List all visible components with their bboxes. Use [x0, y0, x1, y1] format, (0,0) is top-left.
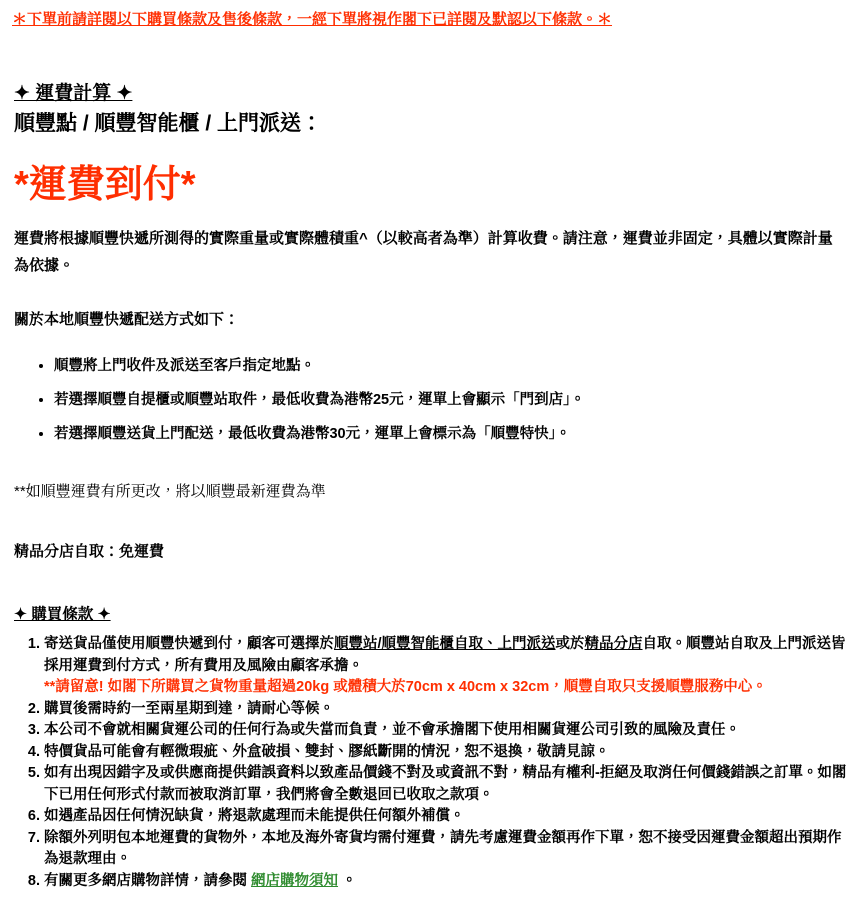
- delivery-methods-title: 關於本地順豐快遞配送方式如下：: [14, 311, 240, 328]
- term-item-3: 3. 本公司不會就相關貨運公司的任何行為或失當而負責，並不會承擔閣下使用相關貨運公司引致的風險及責任。: [44, 720, 847, 742]
- term-1-text: 或於: [555, 636, 585, 652]
- list-item: • 若選擇順豐送貨上門配送，最低收費為港幣30元，運單上會標示為「順豐特快」。: [54, 424, 847, 445]
- term-1-underline-boutique: 精品分店: [584, 636, 643, 652]
- shipping-fee-intro: 運費將根據順豐快遞所測得的實際重量或實際體積重^（以較高者為準）計算收費。請注意，運費並非固定，具體以實際計量為依據。: [14, 230, 833, 274]
- purchase-terms-heading: ✦ 購買條款 ✦: [14, 606, 111, 623]
- term-item-7: 7. 除額外列明包本地運費的貨物外，本地及海外寄貨均需付運費，請先考慮運費金額再作下單，恕不接受因運費金額超出預期作為退款理由。: [44, 828, 847, 871]
- term-item-6: 6. 如遇產品因任何情況缺貨，將退款處理而未能提供任何額外補償。: [44, 806, 847, 828]
- term-1-text: 寄送貨品僅使用順豐快遞到付，顧客可選擇於: [44, 636, 334, 652]
- list-item: • 順豐將上門收件及派送至客戶指定地點。: [54, 356, 847, 377]
- term-1-text: 自取。順豐站自取及上門派送皆採用運費到付方式，所有費用及風險由顧客承擔。: [44, 636, 846, 674]
- term-item-5: 5. 如有出現因錯字及或供應商提供錯誤資料以致產品價錢不對及或資訊不對，精品有權利-拒絕及取消任何價錢錯誤之訂單。如閣下已用任何形式付款而被取消訂單，我們將會全數退回已收取之款項。: [44, 763, 847, 806]
- fee-update-note: **如順豐運費有所更改，將以順豐最新運費為準: [14, 483, 326, 500]
- delivery-methods-list: [12, 356, 847, 445]
- store-pickup-free-note: 精品分店自取：免運費: [14, 543, 165, 560]
- online-shop-notice-link[interactable]: 網店購物須知: [251, 872, 339, 889]
- term-item-4: 4. 特價貨品可能會有輕微瑕疵、外盒破損、雙封、膠紙斷開的情況，恕不退換，敬請見諒。: [44, 742, 847, 764]
- term-item-1: [44, 634, 847, 699]
- weight-size-warning: **請留意! 如閣下所購買之貨物重量超過20kg 或體積大於70cm x 40cm x 32cm，順豐自取只支援順豐服務中心。: [44, 679, 767, 695]
- shipping-calculation-heading: ✦ 運費計算 ✦: [14, 83, 133, 104]
- list-item: • 若選擇順豐自提櫃或順豐站取件，最低收費為港幣25元，運單上會顯示「門到店」。: [54, 390, 847, 411]
- term-item-8: [44, 871, 847, 893]
- top-notice: ＊下單前請詳閱以下購買條款及售後條款，一經下單將視作閣下已詳閱及默認以下條款。＊: [12, 11, 613, 28]
- purchase-terms-list: [12, 634, 847, 892]
- term-item-2: 2. 購買後需時約一至兩星期到達，請耐心等候。: [44, 699, 847, 721]
- freight-collect-highlight: *運費到付*: [14, 164, 196, 206]
- term-1-underline-pickup-options: 順豐站/順豐智能櫃自取、上門派送: [334, 636, 556, 652]
- term-8-text: 。: [338, 872, 357, 889]
- term-8-text: 有關更多網店購物詳情，請參閱: [44, 872, 252, 889]
- delivery-options-subheading: 順豐點 / 順豐智能櫃 / 上門派送：: [14, 112, 323, 135]
